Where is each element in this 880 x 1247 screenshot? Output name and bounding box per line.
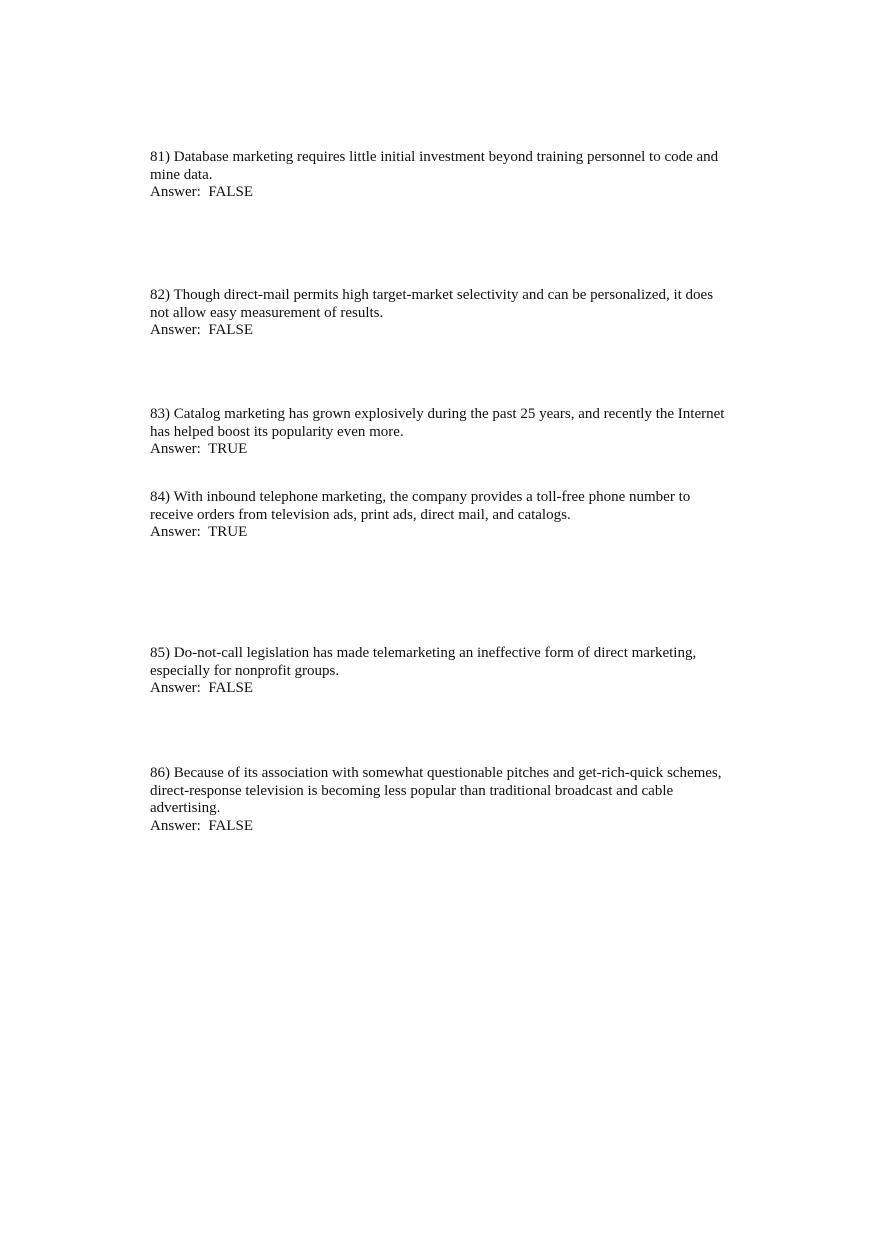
question-statement: Because of its association with somewhat questionable pitches and get-rich-quick schemes, direct-response television is becoming less popular than traditional broadcast and cable advertising. [150,765,722,816]
question-number: 81) [150,149,170,165]
question-statement: Do-not-call legislation has made telemarketing an ineffective form of direct marketing, especially for nonprofit groups. [150,645,697,679]
answer-line [150,441,730,459]
answer-label: Answer: [150,184,201,200]
answer-value: TRUE [208,524,248,540]
question-number: 82) [150,287,170,303]
question-82 [150,287,730,340]
question-81 [150,149,730,202]
answer-label: Answer: [150,524,201,540]
answer-line [150,818,730,836]
question-statement: Though direct-mail permits high target-market selectivity and can be personalized, it does not allow easy measurement of results. [150,287,714,321]
question-text [150,765,730,818]
answer-label: Answer: [150,322,201,338]
question-number: 86) [150,765,170,781]
question-83 [150,406,730,459]
question-number: 85) [150,645,170,661]
question-text [150,645,730,680]
answer-line [150,322,730,340]
answer-label: Answer: [150,817,201,834]
answer-label: Answer: [150,680,201,696]
question-text [150,149,730,184]
question-statement: Database marketing requires little initial investment beyond training personnel to code and mine data. [150,149,719,183]
question-statement: Catalog marketing has grown explosively during the past 25 years, and recently the Internet has helped boost its popularity even more. [150,406,725,440]
question-number: 84) [150,489,170,505]
answer-value: FALSE [208,680,254,696]
answer-label: Answer: [150,441,201,457]
answer-line [150,184,730,202]
answer-line [150,524,730,542]
question-84 [150,489,730,542]
question-86 [150,765,730,835]
question-text [150,406,730,441]
question-text [150,287,730,322]
question-statement: With inbound telephone marketing, the company provides a toll-free phone number to receive orders from television ads, print ads, direct mail, and catalogs. [150,489,691,523]
question-number: 83) [150,406,170,422]
question-text [150,489,730,524]
answer-value: FALSE [208,817,254,834]
question-85 [150,645,730,698]
answer-value: TRUE [208,441,248,457]
answer-value: FALSE [208,322,254,338]
answer-value: FALSE [208,184,254,200]
answer-line [150,680,730,698]
